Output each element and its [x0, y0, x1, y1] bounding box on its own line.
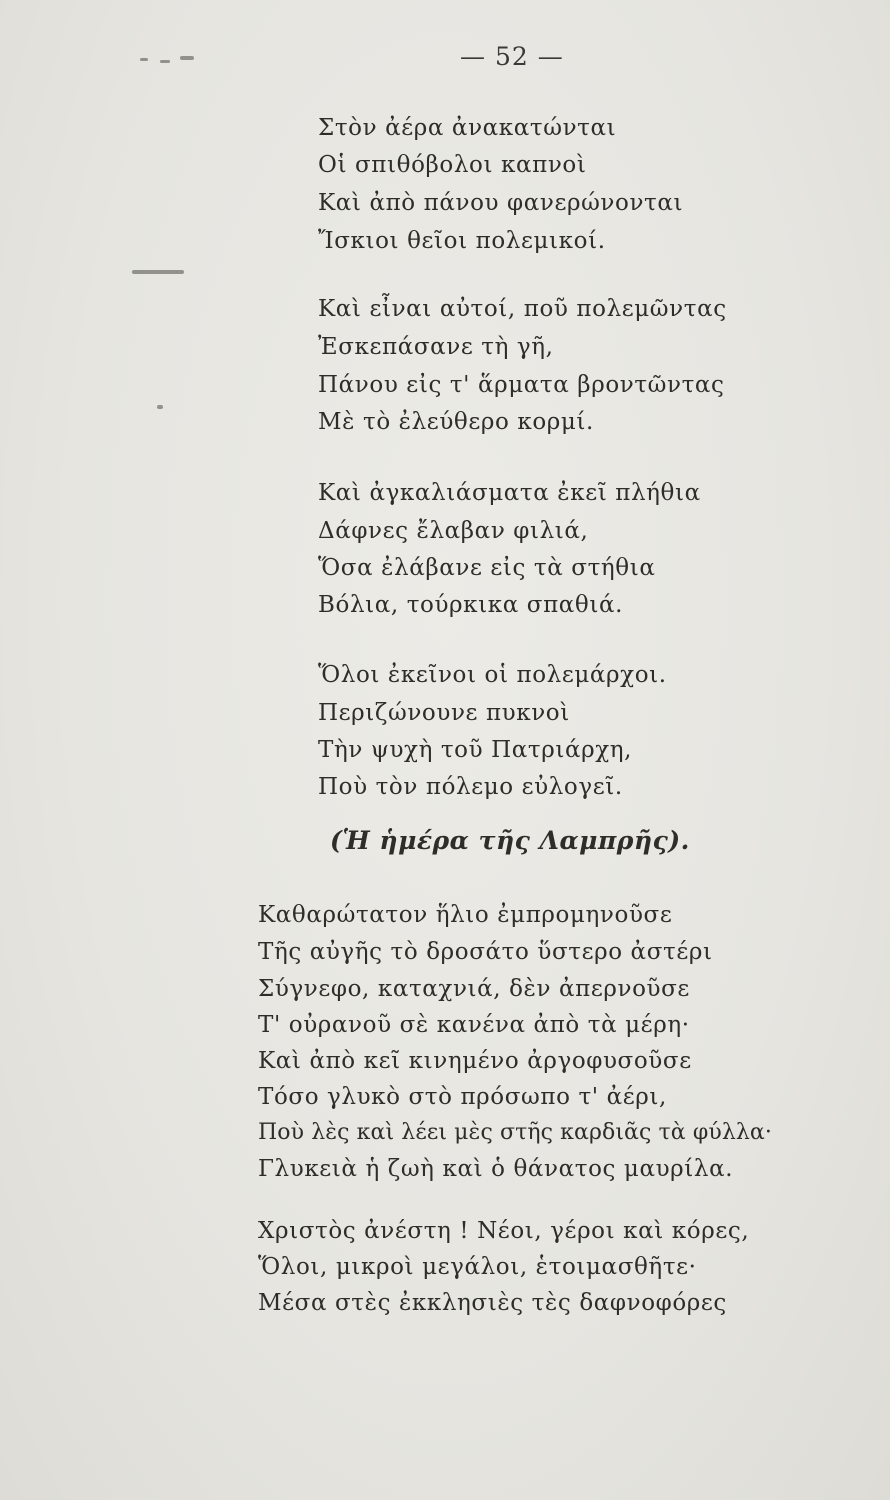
page-number: — 52 —: [460, 42, 564, 71]
poem-line: Καὶ εἶναι αὐτοί, ποῦ πολεμῶντας: [318, 296, 727, 322]
margin-speck: [160, 60, 170, 63]
poem-line: Ὅλοι, μικροὶ μεγάλοι, ἑτοιμασθῆτε·: [258, 1254, 697, 1280]
poem-line: Ποὺ λὲς καὶ λέει μὲς στῆς καρδιᾶς τὰ φύλλα·: [258, 1120, 772, 1145]
poem-line: Ποὺ τὸν πόλεμο εὐλογεῖ.: [318, 774, 623, 800]
poem-line: Καθαρώτατον ἥλιο ἐμπρομηνοῦσε: [258, 902, 673, 928]
poem-line: Οἱ σπιθόβολοι καπνοὶ: [318, 152, 587, 178]
margin-speck: [157, 405, 163, 409]
poem-line: Μέσα στὲς ἐκκλησιὲς τὲς δαφνοφόρες: [258, 1290, 727, 1316]
poem-line: Στὸν ἀέρα ἀνακατώνται: [318, 115, 617, 141]
poem-line: Πάνου εἰς τ' ἅρματα βροντῶντας: [318, 372, 725, 398]
poem-line: Μὲ τὸ ἐλεύθερο κορμί.: [318, 409, 594, 435]
poem-line: Γλυκειὰ ἡ ζωὴ καὶ ὁ θάνατος μαυρίλα.: [258, 1156, 734, 1182]
poem-line: Ἐσκεπάσανε τὴ γῆ,: [318, 334, 554, 360]
poem-line: Ἴσκιοι θεῖοι πολεμικοί.: [318, 228, 606, 254]
poem-line: Ὅλοι ἐκεῖνοι οἱ πολεμάρχοι.: [318, 662, 667, 688]
section-heading: (Ἡ ἡμέρα τῆς Λαμπρῆς).: [330, 826, 690, 855]
poem-line: Καὶ ἀπὸ πάνου φανερώνονται: [318, 190, 684, 216]
poem-line: Βόλια, τούρκικα σπαθιά.: [318, 592, 624, 618]
poem-line: Χριστὸς ἀνέστη ! Νέοι, γέροι καὶ κόρες,: [258, 1218, 750, 1244]
poem-line: Τόσο γλυκὸ στὸ πρόσωπο τ' ἀέρι,: [258, 1084, 667, 1110]
poem-line: Περιζώνουνε πυκνοὶ: [318, 700, 570, 726]
poem-line: Καὶ ἀπὸ κεῖ κινημένο ἀργοφυσοῦσε: [258, 1048, 692, 1074]
poem-line: Καὶ ἀγκαλιάσματα ἐκεῖ πλήθια: [318, 480, 701, 506]
poem-line: Δάφνες ἔλαβαν φιλιά,: [318, 518, 589, 544]
margin-speck: [140, 58, 148, 61]
poem-line: Ὅσα ἐλάβανε εἰς τὰ στήθια: [318, 555, 656, 581]
poem-line: Τῆς αὐγῆς τὸ δροσάτο ὕστερο ἀστέρι: [258, 939, 713, 965]
margin-speck: [180, 56, 194, 60]
poem-line: Τ' οὐρανοῦ σὲ κανένα ἀπὸ τὰ μέρη·: [258, 1012, 690, 1038]
poem-line: Σύγνεφο, καταχνιά, δὲν ἀπερνοῦσε: [258, 976, 690, 1002]
margin-speck: [132, 270, 184, 274]
poem-line: Τὴν ψυχὴ τοῦ Πατριάρχη,: [318, 737, 633, 763]
